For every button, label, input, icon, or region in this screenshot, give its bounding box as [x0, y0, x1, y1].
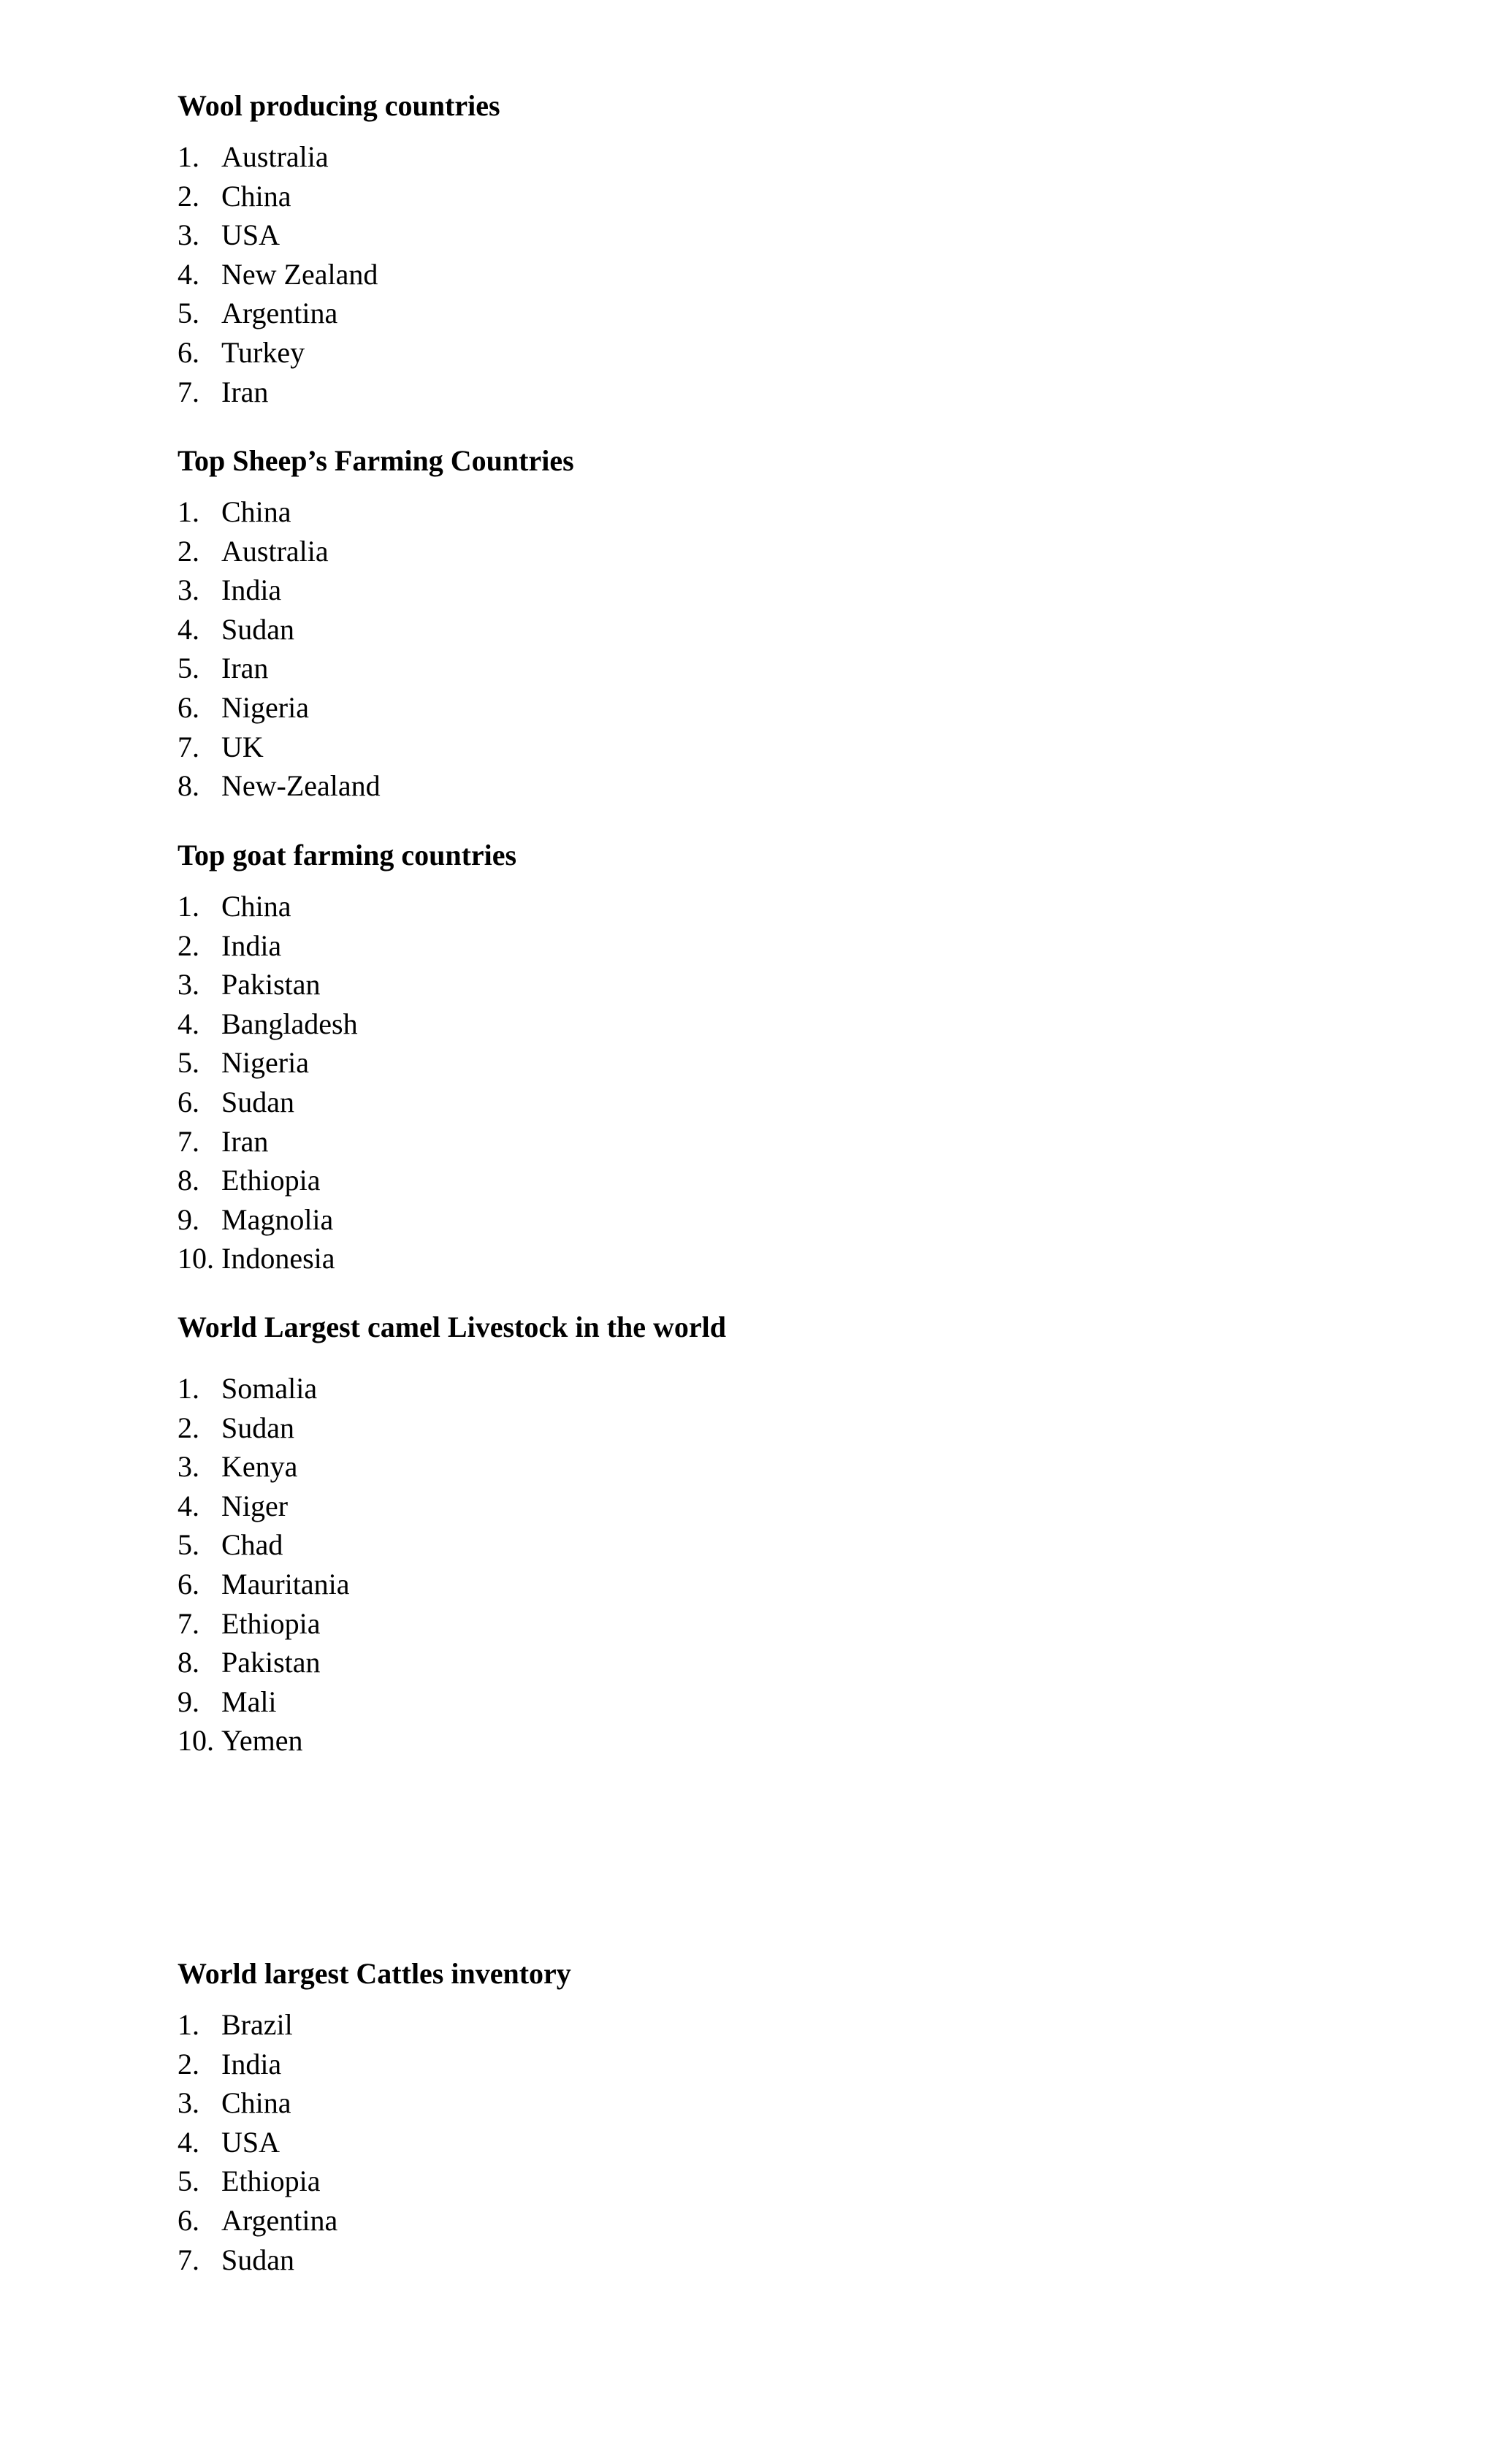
- country-name: New Zealand: [221, 257, 378, 291]
- section-wool-producing-countries: [178, 86, 1346, 411]
- list-item: [178, 137, 1346, 177]
- section-heading: World largest Cattles inventory: [178, 1957, 571, 1990]
- item-number: 6.: [178, 1085, 199, 1118]
- country-name: Ethiopia: [221, 1164, 321, 1197]
- country-name: Turkey: [221, 335, 305, 369]
- item-number: 5.: [178, 1528, 199, 1562]
- country-name: Mali: [221, 1685, 277, 1718]
- section-world-largest-cattles-inventory: [178, 1954, 1346, 2279]
- item-number: 4.: [178, 1489, 199, 1522]
- country-name: China: [221, 495, 291, 528]
- list-item: [178, 2045, 1346, 2084]
- list-item: [178, 294, 1346, 333]
- list-item: [178, 887, 1346, 926]
- country-name: Argentina: [221, 297, 338, 330]
- item-number: 7.: [178, 2243, 199, 2276]
- country-list: [178, 492, 1346, 806]
- item-number: 2.: [178, 534, 199, 568]
- list-item: [178, 492, 1346, 532]
- item-number: 2.: [178, 2047, 199, 2080]
- country-name: Chad: [221, 1528, 283, 1562]
- item-number: 3.: [178, 573, 199, 607]
- item-number: 10.: [178, 1724, 214, 1758]
- item-number: 1.: [178, 495, 199, 528]
- list-item: [178, 2123, 1346, 2162]
- item-number: 8.: [178, 769, 199, 803]
- section-world-largest-camel-livestock: [178, 1308, 1346, 1761]
- list-item: [178, 1487, 1346, 1526]
- country-name: UK: [221, 730, 264, 763]
- list-item: [178, 1200, 1346, 1240]
- country-list: [178, 137, 1346, 411]
- country-name: China: [221, 179, 291, 213]
- item-number: 2.: [178, 179, 199, 213]
- list-item: [178, 610, 1346, 649]
- country-name: Ethiopia: [221, 2164, 321, 2198]
- country-name: Iran: [221, 1124, 269, 1158]
- item-number: 4.: [178, 257, 199, 291]
- section-top-goat-farming-countries: [178, 836, 1346, 1278]
- item-number: 1.: [178, 140, 199, 173]
- country-name: Sudan: [221, 612, 294, 646]
- country-name: USA: [221, 218, 280, 252]
- item-number: 6.: [178, 335, 199, 369]
- country-name: Mauritania: [221, 1567, 350, 1601]
- list-item: [178, 1122, 1346, 1162]
- country-name: Kenya: [221, 1450, 298, 1484]
- item-number: 3.: [178, 968, 199, 1002]
- list-item: [178, 215, 1346, 255]
- country-name: Sudan: [221, 1411, 294, 1444]
- item-number: 1.: [178, 890, 199, 923]
- list-item: [178, 1447, 1346, 1487]
- country-name: Sudan: [221, 1085, 294, 1118]
- item-number: 3.: [178, 218, 199, 252]
- country-name: India: [221, 573, 282, 607]
- country-name: China: [221, 890, 291, 923]
- item-number: 3.: [178, 2086, 199, 2120]
- country-name: Iran: [221, 375, 269, 408]
- list-item: [178, 2005, 1346, 2045]
- list-item: [178, 1643, 1346, 1682]
- item-number: 5.: [178, 297, 199, 330]
- item-number: 7.: [178, 375, 199, 408]
- section-heading: Wool producing countries: [178, 89, 500, 122]
- item-number: 7.: [178, 1124, 199, 1158]
- country-name: Australia: [221, 140, 329, 173]
- item-number: 6.: [178, 2203, 199, 2237]
- item-number: 7.: [178, 730, 199, 763]
- list-item: [178, 571, 1346, 610]
- country-name: Nigeria: [221, 690, 309, 724]
- item-number: 5.: [178, 2164, 199, 2198]
- list-item: [178, 926, 1346, 966]
- item-number: 1.: [178, 2008, 199, 2041]
- item-number: 7.: [178, 1606, 199, 1640]
- list-item: [178, 2201, 1346, 2240]
- list-item: [178, 2083, 1346, 2123]
- item-number: 1.: [178, 1372, 199, 1405]
- country-name: China: [221, 2086, 291, 2120]
- list-item: [178, 1004, 1346, 1044]
- list-item: [178, 1604, 1346, 1644]
- country-name: Argentina: [221, 2203, 338, 2237]
- country-name: USA: [221, 2125, 280, 2159]
- list-item: [178, 688, 1346, 728]
- list-item: [178, 333, 1346, 373]
- list-item: [178, 373, 1346, 412]
- country-list: [178, 1369, 1346, 1761]
- list-item: [178, 2240, 1346, 2280]
- list-item: [178, 1682, 1346, 1722]
- country-name: Brazil: [221, 2008, 293, 2041]
- country-name: India: [221, 928, 282, 962]
- list-item: [178, 1161, 1346, 1200]
- item-number: 4.: [178, 2125, 199, 2159]
- item-number: 5.: [178, 652, 199, 685]
- item-number: 4.: [178, 612, 199, 646]
- country-name: Iran: [221, 652, 269, 685]
- item-number: 8.: [178, 1646, 199, 1679]
- list-item: [178, 1408, 1346, 1448]
- list-item: [178, 1239, 1346, 1278]
- section-heading: Top goat farming countries: [178, 839, 517, 871]
- country-name: Yemen: [221, 1724, 303, 1758]
- list-item: [178, 1083, 1346, 1122]
- list-item: [178, 532, 1346, 571]
- country-name: Niger: [221, 1489, 289, 1522]
- list-item: [178, 766, 1346, 806]
- list-item: [178, 1043, 1346, 1083]
- item-number: 4.: [178, 1007, 199, 1040]
- list-item: [178, 255, 1346, 294]
- country-name: New-Zealand: [221, 769, 381, 803]
- country-name: Australia: [221, 534, 329, 568]
- item-number: 2.: [178, 928, 199, 962]
- list-item: [178, 1525, 1346, 1565]
- country-name: Somalia: [221, 1372, 318, 1405]
- list-item: [178, 177, 1346, 216]
- country-name: Magnolia: [221, 1202, 334, 1236]
- section-heading: Top Sheep’s Farming Countries: [178, 444, 574, 477]
- country-name: Indonesia: [221, 1242, 335, 1275]
- country-name: Bangladesh: [221, 1007, 358, 1040]
- country-name: Nigeria: [221, 1046, 309, 1080]
- item-number: 9.: [178, 1685, 199, 1718]
- country-name: Pakistan: [221, 1646, 321, 1679]
- item-number: 3.: [178, 1450, 199, 1484]
- country-name: India: [221, 2047, 282, 2080]
- country-list: [178, 2005, 1346, 2279]
- country-name: Ethiopia: [221, 1606, 321, 1640]
- list-item: [178, 1721, 1346, 1761]
- item-number: 8.: [178, 1164, 199, 1197]
- country-name: Sudan: [221, 2243, 294, 2276]
- list-item: [178, 2162, 1346, 2201]
- list-item: [178, 1565, 1346, 1604]
- list-item: [178, 649, 1346, 688]
- list-item: [178, 965, 1346, 1004]
- item-number: 6.: [178, 690, 199, 724]
- item-number: 6.: [178, 1567, 199, 1601]
- list-item: [178, 1369, 1346, 1408]
- list-item: [178, 728, 1346, 767]
- item-number: 10.: [178, 1242, 214, 1275]
- item-number: 5.: [178, 1046, 199, 1080]
- section-heading: World Largest camel Livestock in the world: [178, 1311, 727, 1343]
- item-number: 2.: [178, 1411, 199, 1444]
- item-number: 9.: [178, 1202, 199, 1236]
- country-list: [178, 887, 1346, 1278]
- section-top-sheep-farming-countries: [178, 441, 1346, 806]
- country-name: Pakistan: [221, 968, 321, 1002]
